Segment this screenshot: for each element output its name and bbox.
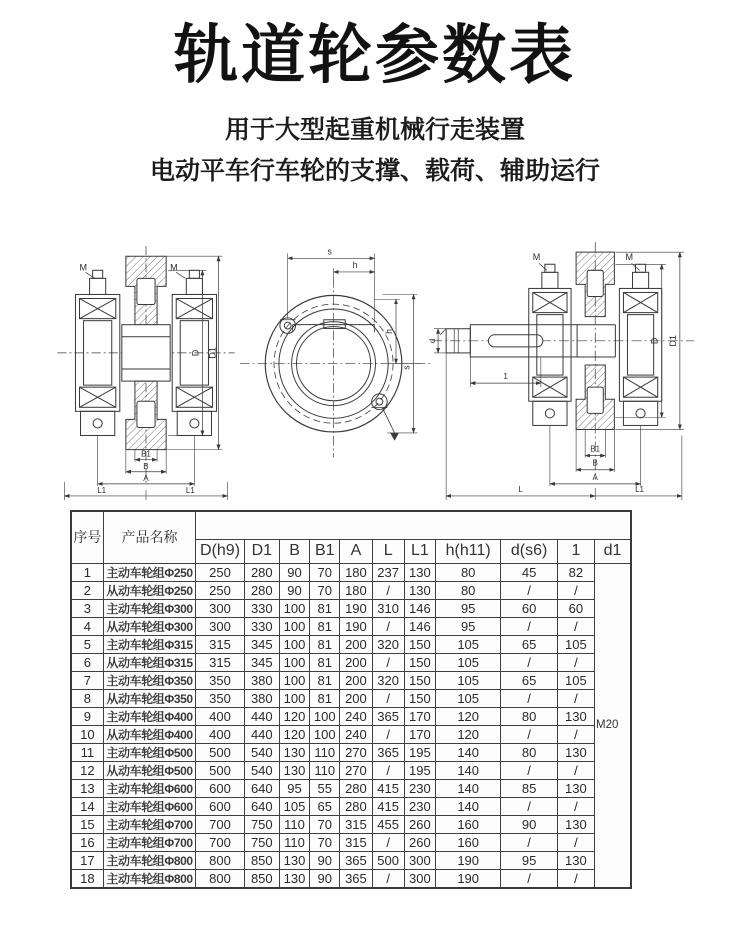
value-cell: 330 bbox=[244, 617, 279, 635]
value-cell: 130 bbox=[404, 563, 435, 581]
dim-label-shaft-d: d bbox=[428, 338, 438, 344]
value-cell: 300 bbox=[404, 851, 435, 869]
value-cell: 150 bbox=[404, 653, 435, 671]
header-dim: D1 bbox=[244, 539, 279, 563]
value-cell: 850 bbox=[244, 851, 279, 869]
value-cell: 280 bbox=[340, 797, 372, 815]
value-cell: 700 bbox=[196, 833, 244, 851]
product-name-cell: 主动车轮组Φ300 bbox=[103, 599, 196, 617]
value-cell: 80 bbox=[435, 581, 500, 599]
row-index-cell: 3 bbox=[71, 599, 103, 617]
value-cell: 85 bbox=[501, 779, 557, 797]
dim-label-D: D bbox=[649, 337, 660, 345]
value-cell: 195 bbox=[404, 761, 435, 779]
dim-label-m1: M bbox=[79, 262, 88, 273]
value-cell: / bbox=[557, 869, 594, 888]
value-cell: 100 bbox=[310, 725, 340, 743]
dim-label-D1: D1 bbox=[207, 347, 218, 359]
dim-label-B: B bbox=[143, 461, 149, 471]
value-cell: 105 bbox=[557, 635, 594, 653]
row-index-cell: 16 bbox=[71, 833, 103, 851]
value-cell: 100 bbox=[279, 671, 309, 689]
header-dim: L1 bbox=[404, 539, 435, 563]
value-cell: 540 bbox=[244, 761, 279, 779]
value-cell: 345 bbox=[244, 653, 279, 671]
table-row bbox=[71, 707, 631, 725]
value-cell: 170 bbox=[404, 725, 435, 743]
value-cell: 280 bbox=[340, 779, 372, 797]
value-cell: 250 bbox=[196, 563, 244, 581]
value-cell: / bbox=[557, 725, 594, 743]
value-cell: 140 bbox=[435, 761, 500, 779]
value-cell: 500 bbox=[196, 761, 244, 779]
product-name-cell: 从动车轮组Φ400 bbox=[103, 725, 196, 743]
value-cell: 146 bbox=[404, 617, 435, 635]
value-cell: / bbox=[372, 761, 404, 779]
dim-label-s-top: s bbox=[327, 246, 332, 257]
value-cell: 120 bbox=[279, 707, 309, 725]
value-cell: 90 bbox=[501, 815, 557, 833]
value-cell: / bbox=[557, 581, 594, 599]
value-cell: 180 bbox=[340, 563, 372, 581]
row-index-cell: 2 bbox=[71, 581, 103, 599]
value-cell: 81 bbox=[310, 635, 340, 653]
table-row bbox=[71, 761, 631, 779]
header-dim: A bbox=[340, 539, 372, 563]
value-cell: 750 bbox=[244, 815, 279, 833]
value-cell: 95 bbox=[501, 851, 557, 869]
value-cell: 80 bbox=[435, 563, 500, 581]
value-cell: / bbox=[372, 581, 404, 599]
header-dim: h(h11) bbox=[435, 539, 500, 563]
value-cell: 230 bbox=[404, 779, 435, 797]
value-cell: 315 bbox=[340, 815, 372, 833]
dim-label-m2: M bbox=[625, 252, 634, 263]
value-cell: / bbox=[501, 689, 557, 707]
table-row bbox=[71, 779, 631, 797]
value-cell: 130 bbox=[557, 779, 594, 797]
value-cell: 100 bbox=[279, 617, 309, 635]
dim-label-L1-left: L1 bbox=[97, 485, 107, 495]
table-row bbox=[71, 653, 631, 671]
value-cell: 280 bbox=[244, 563, 279, 581]
value-cell: 81 bbox=[310, 653, 340, 671]
value-cell: 330 bbox=[244, 599, 279, 617]
value-cell: 315 bbox=[196, 635, 244, 653]
value-cell: 90 bbox=[310, 851, 340, 869]
value-cell: / bbox=[372, 725, 404, 743]
value-cell: 350 bbox=[196, 671, 244, 689]
value-cell: 310 bbox=[372, 599, 404, 617]
product-name-cell: 主动车轮组Φ800 bbox=[103, 869, 196, 888]
value-cell: 300 bbox=[196, 617, 244, 635]
header-dim: B bbox=[279, 539, 309, 563]
row-index-cell: 18 bbox=[71, 869, 103, 888]
dim-label-D1: D1 bbox=[667, 335, 678, 347]
right-section-view-drawing bbox=[428, 228, 698, 502]
value-cell: 80 bbox=[501, 743, 557, 761]
row-index-cell: 1 bbox=[71, 563, 103, 581]
value-cell: 315 bbox=[196, 653, 244, 671]
value-cell: 270 bbox=[340, 761, 372, 779]
value-cell: 146 bbox=[404, 599, 435, 617]
row-index-cell: 8 bbox=[71, 689, 103, 707]
value-cell: 130 bbox=[279, 743, 309, 761]
value-cell: 130 bbox=[557, 743, 594, 761]
value-cell: 230 bbox=[404, 797, 435, 815]
dim-label-B1: B1 bbox=[590, 444, 601, 454]
value-cell: 65 bbox=[501, 635, 557, 653]
value-cell: 100 bbox=[279, 689, 309, 707]
dim-label-len1: 1 bbox=[503, 372, 508, 382]
row-index-cell: 5 bbox=[71, 635, 103, 653]
value-cell: 280 bbox=[244, 581, 279, 599]
value-cell: 400 bbox=[196, 707, 244, 725]
value-cell: 345 bbox=[244, 635, 279, 653]
value-cell: 70 bbox=[310, 815, 340, 833]
value-cell: 120 bbox=[435, 725, 500, 743]
table-row bbox=[71, 599, 631, 617]
table-row bbox=[71, 815, 631, 833]
dim-label-A: A bbox=[592, 472, 598, 482]
value-cell: / bbox=[501, 761, 557, 779]
row-index-cell: 9 bbox=[71, 707, 103, 725]
front-view-drawing bbox=[236, 238, 436, 462]
value-cell: 380 bbox=[244, 671, 279, 689]
value-cell: / bbox=[501, 725, 557, 743]
value-cell: 81 bbox=[310, 617, 340, 635]
value-cell: 200 bbox=[340, 653, 372, 671]
product-name-cell: 主动车轮组Φ315 bbox=[103, 635, 196, 653]
product-name-cell: 主动车轮组Φ700 bbox=[103, 815, 196, 833]
value-cell: 105 bbox=[435, 671, 500, 689]
header-dim: 1 bbox=[557, 539, 594, 563]
value-cell: 415 bbox=[372, 779, 404, 797]
product-name-cell: 主动车轮组Φ600 bbox=[103, 797, 196, 815]
value-cell: 240 bbox=[340, 725, 372, 743]
value-cell: 190 bbox=[340, 599, 372, 617]
value-cell: 160 bbox=[435, 815, 500, 833]
dim-label-B1: B1 bbox=[141, 449, 151, 459]
value-cell: 90 bbox=[279, 563, 309, 581]
value-cell: 237 bbox=[372, 563, 404, 581]
value-cell: / bbox=[557, 797, 594, 815]
value-cell: 60 bbox=[501, 599, 557, 617]
header-dim: B1 bbox=[310, 539, 340, 563]
value-cell: 130 bbox=[557, 815, 594, 833]
value-cell: 120 bbox=[435, 707, 500, 725]
value-cell: 440 bbox=[244, 707, 279, 725]
product-name-cell: 从动车轮组Φ250 bbox=[103, 581, 196, 599]
table-row bbox=[71, 797, 631, 815]
value-cell: 105 bbox=[435, 635, 500, 653]
product-name-cell: 主动车轮组Φ400 bbox=[103, 707, 196, 725]
value-cell: / bbox=[557, 761, 594, 779]
value-cell: 100 bbox=[310, 707, 340, 725]
value-cell: 600 bbox=[196, 797, 244, 815]
product-name-cell: 主动车轮组Φ250 bbox=[103, 563, 196, 581]
value-cell: 105 bbox=[279, 797, 309, 815]
value-cell: 455 bbox=[372, 815, 404, 833]
value-cell: 110 bbox=[279, 815, 309, 833]
value-cell: / bbox=[372, 869, 404, 888]
value-cell: 300 bbox=[196, 599, 244, 617]
header-empty-band bbox=[196, 511, 631, 539]
value-cell: 500 bbox=[196, 743, 244, 761]
page-title: 轨道轮参数表 bbox=[174, 19, 576, 91]
product-name-cell: 主动车轮组Φ700 bbox=[103, 833, 196, 851]
value-cell: 70 bbox=[310, 833, 340, 851]
header-dim: D(h9) bbox=[196, 539, 244, 563]
value-cell: 95 bbox=[435, 599, 500, 617]
value-cell: 150 bbox=[404, 689, 435, 707]
value-cell: 190 bbox=[340, 617, 372, 635]
d1-merged-cell: M20 bbox=[595, 563, 631, 888]
parameter-table-body bbox=[71, 563, 631, 888]
value-cell: 80 bbox=[501, 707, 557, 725]
value-cell: 105 bbox=[557, 671, 594, 689]
table-row bbox=[71, 689, 631, 707]
value-cell: 120 bbox=[279, 725, 309, 743]
value-cell: 240 bbox=[340, 707, 372, 725]
value-cell: 130 bbox=[557, 707, 594, 725]
value-cell: 100 bbox=[279, 635, 309, 653]
value-cell: 200 bbox=[340, 689, 372, 707]
value-cell: / bbox=[557, 617, 594, 635]
dim-label-L1: L1 bbox=[635, 484, 645, 494]
value-cell: 130 bbox=[279, 869, 309, 888]
value-cell: 140 bbox=[435, 779, 500, 797]
product-name-cell: 主动车轮组Φ500 bbox=[103, 743, 196, 761]
value-cell: / bbox=[372, 617, 404, 635]
value-cell: 105 bbox=[435, 653, 500, 671]
table-row bbox=[71, 851, 631, 869]
value-cell: 65 bbox=[310, 797, 340, 815]
value-cell: 70 bbox=[310, 581, 340, 599]
value-cell: 190 bbox=[435, 869, 500, 888]
subtitle-line-1: 用于大型起重机械行走装置 bbox=[224, 116, 525, 144]
dim-label-s-right: s bbox=[401, 365, 412, 370]
value-cell: 110 bbox=[279, 833, 309, 851]
value-cell: 400 bbox=[196, 725, 244, 743]
product-name-cell: 从动车轮组Φ315 bbox=[103, 653, 196, 671]
value-cell: 140 bbox=[435, 797, 500, 815]
value-cell: 315 bbox=[340, 833, 372, 851]
value-cell: 95 bbox=[279, 779, 309, 797]
table-row bbox=[71, 725, 631, 743]
value-cell: 260 bbox=[404, 815, 435, 833]
value-cell: 160 bbox=[435, 833, 500, 851]
table-row bbox=[71, 671, 631, 689]
value-cell: / bbox=[557, 689, 594, 707]
row-index-cell: 4 bbox=[71, 617, 103, 635]
table-row bbox=[71, 833, 631, 851]
product-name-cell: 主动车轮组Φ800 bbox=[103, 851, 196, 869]
row-index-cell: 17 bbox=[71, 851, 103, 869]
value-cell: 170 bbox=[404, 707, 435, 725]
value-cell: 60 bbox=[557, 599, 594, 617]
dim-label-h-top: h bbox=[352, 260, 358, 271]
value-cell: / bbox=[501, 617, 557, 635]
dim-label-D: D bbox=[190, 349, 201, 357]
value-cell: 82 bbox=[557, 563, 594, 581]
value-cell: 130 bbox=[404, 581, 435, 599]
value-cell: 110 bbox=[310, 743, 340, 761]
row-index-cell: 14 bbox=[71, 797, 103, 815]
value-cell: / bbox=[501, 833, 557, 851]
value-cell: 100 bbox=[279, 599, 309, 617]
value-cell: 365 bbox=[372, 707, 404, 725]
value-cell: 260 bbox=[404, 833, 435, 851]
value-cell: 140 bbox=[435, 743, 500, 761]
value-cell: 65 bbox=[501, 671, 557, 689]
value-cell: 100 bbox=[279, 653, 309, 671]
value-cell: 380 bbox=[244, 689, 279, 707]
value-cell: 800 bbox=[196, 851, 244, 869]
header-product-name: 产品名称 bbox=[103, 511, 196, 563]
row-index-cell: 15 bbox=[71, 815, 103, 833]
value-cell: 55 bbox=[310, 779, 340, 797]
value-cell: 90 bbox=[279, 581, 309, 599]
header-index: 序号 bbox=[71, 511, 103, 563]
table-row bbox=[71, 635, 631, 653]
value-cell: 320 bbox=[372, 671, 404, 689]
row-index-cell: 12 bbox=[71, 761, 103, 779]
value-cell: 365 bbox=[340, 851, 372, 869]
value-cell: 365 bbox=[372, 743, 404, 761]
product-name-cell: 从动车轮组Φ300 bbox=[103, 617, 196, 635]
value-cell: / bbox=[372, 833, 404, 851]
dim-label-L: L bbox=[518, 484, 523, 494]
value-cell: 150 bbox=[404, 635, 435, 653]
value-cell: 81 bbox=[310, 671, 340, 689]
header-dim: L bbox=[372, 539, 404, 563]
value-cell: 640 bbox=[244, 779, 279, 797]
value-cell: 130 bbox=[279, 851, 309, 869]
value-cell: 90 bbox=[310, 869, 340, 888]
value-cell: 180 bbox=[340, 581, 372, 599]
product-name-cell: 主动车轮组Φ600 bbox=[103, 779, 196, 797]
value-cell: 105 bbox=[435, 689, 500, 707]
row-index-cell: 7 bbox=[71, 671, 103, 689]
dim-label-A: A bbox=[143, 473, 149, 483]
header-dim: d1 bbox=[595, 539, 631, 563]
value-cell: 190 bbox=[435, 851, 500, 869]
value-cell: 750 bbox=[244, 833, 279, 851]
value-cell: / bbox=[372, 689, 404, 707]
dim-label-m1: M bbox=[532, 252, 541, 263]
value-cell: / bbox=[557, 653, 594, 671]
value-cell: 800 bbox=[196, 869, 244, 888]
value-cell: 365 bbox=[340, 869, 372, 888]
value-cell: / bbox=[501, 797, 557, 815]
value-cell: 45 bbox=[501, 563, 557, 581]
product-name-cell: 从动车轮组Φ500 bbox=[103, 761, 196, 779]
dim-label-L1-right: L1 bbox=[185, 485, 195, 495]
dim-label-h-right: h bbox=[384, 329, 395, 334]
dim-label-B: B bbox=[592, 458, 598, 468]
value-cell: 320 bbox=[372, 635, 404, 653]
left-section-view-drawing bbox=[55, 230, 237, 502]
value-cell: 150 bbox=[404, 671, 435, 689]
value-cell: 270 bbox=[340, 743, 372, 761]
product-name-cell: 主动车轮组Φ350 bbox=[103, 671, 196, 689]
value-cell: 81 bbox=[310, 599, 340, 617]
header-dim: d(s6) bbox=[501, 539, 557, 563]
value-cell: / bbox=[501, 869, 557, 888]
value-cell: / bbox=[501, 653, 557, 671]
table-row bbox=[71, 743, 631, 761]
value-cell: 415 bbox=[372, 797, 404, 815]
dim-label-m2: M bbox=[170, 262, 178, 273]
row-index-cell: 13 bbox=[71, 779, 103, 797]
value-cell: 540 bbox=[244, 743, 279, 761]
value-cell: 350 bbox=[196, 689, 244, 707]
value-cell: 300 bbox=[404, 869, 435, 888]
value-cell: 200 bbox=[340, 635, 372, 653]
row-index-cell: 11 bbox=[71, 743, 103, 761]
value-cell: 850 bbox=[244, 869, 279, 888]
product-name-cell: 从动车轮组Φ350 bbox=[103, 689, 196, 707]
table-row bbox=[71, 617, 631, 635]
parameter-table bbox=[70, 510, 632, 889]
value-cell: 250 bbox=[196, 581, 244, 599]
value-cell: 130 bbox=[557, 851, 594, 869]
value-cell: 81 bbox=[310, 689, 340, 707]
row-index-cell: 10 bbox=[71, 725, 103, 743]
value-cell: 95 bbox=[435, 617, 500, 635]
table-row bbox=[71, 869, 631, 888]
subtitle-line-2: 电动平车行车轮的支撑、载荷、辅助运行 bbox=[149, 157, 600, 185]
table-row bbox=[71, 581, 631, 599]
parameter-table-container bbox=[70, 510, 632, 889]
value-cell: 700 bbox=[196, 815, 244, 833]
value-cell: 195 bbox=[404, 743, 435, 761]
value-cell: / bbox=[372, 653, 404, 671]
value-cell: 500 bbox=[372, 851, 404, 869]
row-index-cell: 6 bbox=[71, 653, 103, 671]
value-cell: 600 bbox=[196, 779, 244, 797]
value-cell: 70 bbox=[310, 563, 340, 581]
value-cell: 200 bbox=[340, 671, 372, 689]
value-cell: / bbox=[501, 581, 557, 599]
value-cell: 440 bbox=[244, 725, 279, 743]
value-cell: 130 bbox=[279, 761, 309, 779]
value-cell: / bbox=[557, 833, 594, 851]
value-cell: 110 bbox=[310, 761, 340, 779]
value-cell: 640 bbox=[244, 797, 279, 815]
table-row bbox=[71, 563, 631, 581]
